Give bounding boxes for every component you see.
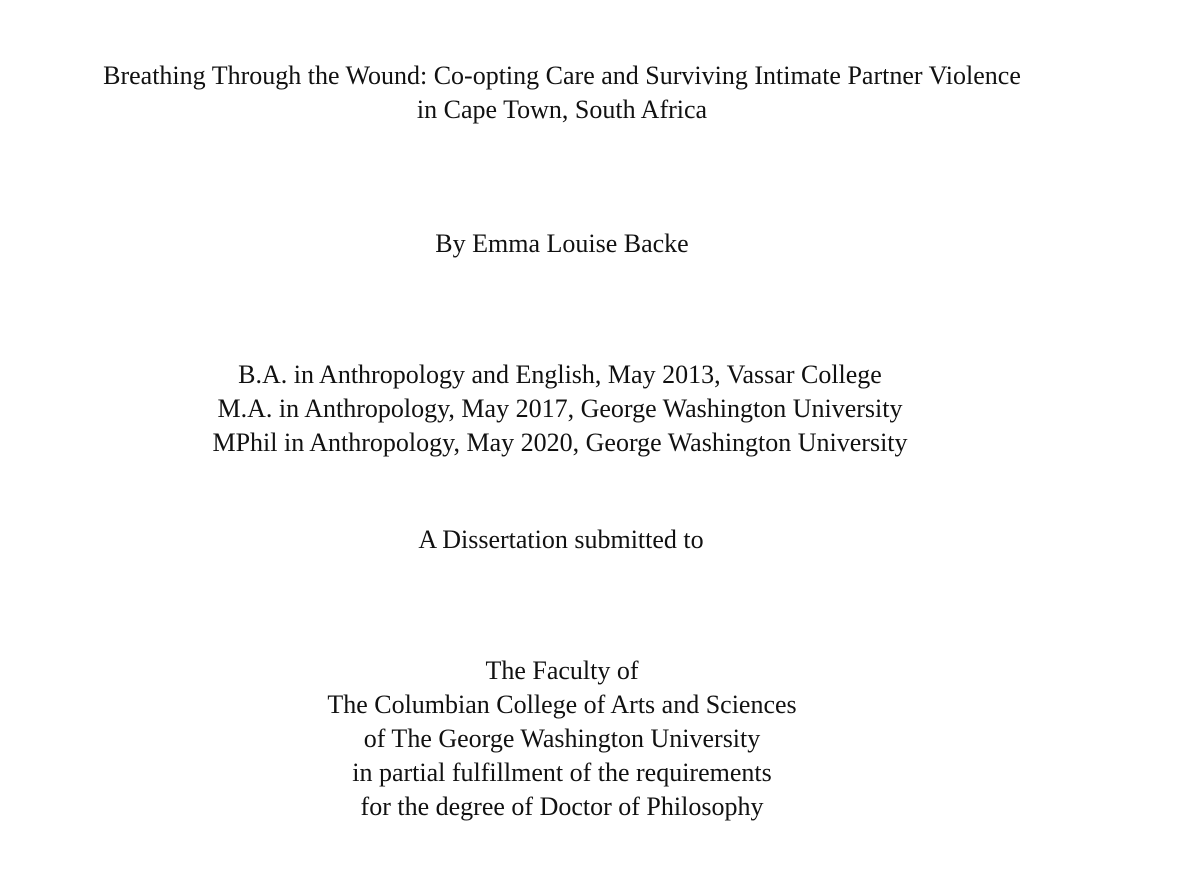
author-line: By Emma Louise Backe xyxy=(435,229,689,258)
degree-line-ma: M.A. in Anthropology, May 2017, George Washington University xyxy=(217,394,903,423)
faculty-line-1: The Faculty of xyxy=(485,656,639,685)
title-line-2: in Cape Town, South Africa xyxy=(416,95,708,124)
title-line-1: Breathing Through the Wound: Co-opting Care and Surviving Intimate Partner Violence xyxy=(103,61,1021,90)
degree-line-mphil: MPhil in Anthropology, May 2020, George Washington University xyxy=(212,428,908,457)
faculty-line-5: for the degree of Doctor of Philosophy xyxy=(360,792,764,821)
faculty-line-4: in partial fulfillment of the requirements xyxy=(352,758,772,787)
degree-line-ba: B.A. in Anthropology and English, May 2013, Vassar College xyxy=(238,360,882,389)
faculty-line-3: of The George Washington University xyxy=(363,724,761,753)
faculty-line-2: The Columbian College of Arts and Sciences xyxy=(327,690,797,719)
submission-line: A Dissertation submitted to xyxy=(418,525,704,554)
